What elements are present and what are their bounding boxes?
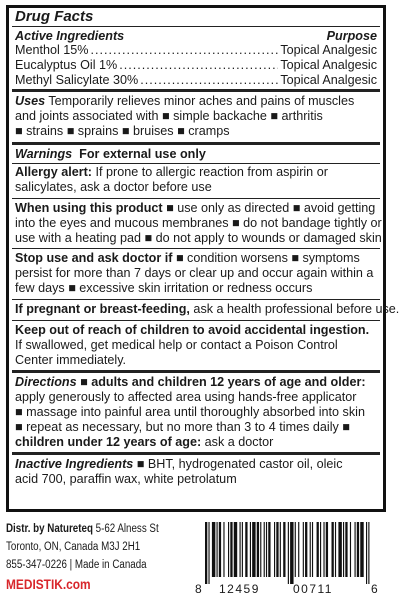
barcode-bar — [355, 522, 356, 577]
divider — [12, 452, 380, 455]
active-ingredients-heading: Active Ingredients — [15, 29, 125, 43]
directions-line-4: ■ repeat as necessary, but no more than 3 to 4 times daily ■ — [15, 420, 350, 434]
inactive-heading: Inactive Ingredients — [15, 457, 134, 471]
stop-line-2: persist for more than 7 days or clear up and occur again within a — [15, 266, 374, 280]
distributor-line: Distr. by Natureteq 5-62 Alness St — [6, 523, 159, 535]
barcode-bar — [295, 522, 296, 577]
stop-line-1: Stop use and ask doctor if ■ condition worsens ■ symptoms — [15, 251, 360, 265]
barcode-bar — [288, 522, 289, 584]
barcode-bar — [219, 522, 221, 577]
using-line-1: When using this product ■ use only as directed ■ avoid getting — [15, 201, 376, 215]
inactive-line-1: Inactive Ingredients ■ BHT, hydrogenated castor oil, oleic — [15, 457, 343, 471]
barcode-bar — [228, 522, 229, 577]
barcode-bar — [350, 522, 351, 577]
barcode-bar — [280, 522, 281, 577]
barcode-bar — [310, 522, 311, 577]
barcode-bar — [260, 522, 261, 577]
ingredient-row — [15, 43, 377, 58]
warnings-heading: Warnings — [15, 147, 73, 161]
ingredient-name: Menthol 15% — [15, 43, 89, 57]
barcode-bar — [223, 522, 224, 577]
ingredient-purpose: Topical Analgesic — [280, 43, 377, 57]
ingredient-purpose: Topical Analgesic — [280, 58, 377, 72]
barcode-bar — [245, 522, 247, 577]
directions-line-1: Directions ■ adults and children 12 years of age and older: — [15, 375, 366, 389]
uses-heading: Uses — [15, 94, 46, 108]
barcode-bar — [205, 522, 207, 584]
using-line-3: use with a heating pad ■ do not apply to wounds or damaged skin — [15, 231, 382, 245]
allergy-line-2: salicylates, ask a doctor before use — [15, 180, 212, 194]
barcode — [195, 522, 380, 596]
directions-line-5: children under 12 years of age: ask a doctor — [15, 435, 274, 449]
purpose-heading: Purpose — [326, 29, 377, 43]
barcode-bar — [326, 522, 328, 577]
divider — [12, 198, 380, 199]
ingredient-name: Eucalyptus Oil 1% — [15, 58, 118, 72]
barcode-bar — [250, 522, 251, 577]
barcode-bar — [303, 522, 304, 577]
stop-line-3: few days ■ excessive skin irritation or redness occurs — [15, 281, 313, 295]
barcode-bar — [320, 522, 321, 577]
uses-line-1: Uses Temporarily relieves minor aches and pains of muscles — [15, 94, 355, 108]
ingredient-name: Methyl Salicylate 30% — [15, 73, 139, 87]
barcode-bar — [208, 522, 209, 584]
barcode-digits-left: 12459 — [219, 582, 260, 596]
directions-line-2: apply generously to affected area using hands-free applicator — [15, 390, 357, 404]
barcode-bar — [230, 522, 232, 577]
ingredient-purpose: Topical Analgesic — [280, 73, 377, 87]
barcode-bar — [264, 522, 265, 577]
barcode-bar — [332, 522, 334, 577]
barcode-bar — [323, 522, 324, 577]
barcode-bar — [357, 522, 359, 577]
barcode-bar — [298, 522, 299, 577]
keep-out-line: Keep out of reach of children to avoid accidental ingestion. — [15, 323, 370, 337]
barcode-bar — [234, 522, 237, 577]
directions-heading: Directions — [15, 375, 77, 389]
barcode-bar — [360, 522, 363, 577]
divider — [12, 370, 380, 373]
barcode-bar — [242, 522, 243, 577]
barcode-bar — [368, 522, 369, 584]
pregnant-line: If pregnant or breast-feeding, ask a health professional before use. — [15, 302, 400, 316]
divider — [12, 89, 380, 92]
barcode-bar — [345, 522, 347, 577]
barcode-bar — [252, 522, 255, 577]
keep-line-1: If swallowed, get medical help or contact a Poison Control — [15, 338, 338, 352]
directions-line-3: ■ massage into painful area until thoroughly absorbed into skin — [15, 405, 365, 419]
barcode-bar — [338, 522, 341, 577]
barcode-bar — [217, 522, 218, 577]
ingredient-row — [15, 73, 377, 88]
divider — [12, 299, 380, 300]
external-use-note: For external use only — [79, 147, 206, 161]
barcode-bar — [290, 522, 293, 584]
barcode-bar — [305, 522, 307, 577]
barcode-bar — [276, 522, 278, 577]
divider — [12, 320, 380, 321]
active-ingredients-header — [15, 29, 377, 44]
barcode-bar — [312, 522, 313, 577]
divider — [12, 26, 380, 27]
barcode-bar — [274, 522, 275, 577]
allergy-line-1: Allergy alert: If prone to allergic reaction from aspirin or — [15, 165, 328, 179]
divider — [12, 248, 380, 249]
drug-facts-title: Drug Facts — [15, 8, 94, 25]
barcode-bar — [266, 522, 267, 577]
barcode-bar — [240, 522, 241, 577]
keep-line-2: Center immediately. — [15, 353, 127, 367]
barcode-bar — [317, 522, 319, 577]
barcode-bar — [257, 522, 259, 577]
ingredient-row — [15, 58, 377, 73]
address-line: Toronto, ON, Canada M3J 2H1 — [6, 541, 141, 553]
barcode-bar — [343, 522, 344, 577]
inactive-line-2: acid 700, paraffin wax, white petrolatum — [15, 472, 237, 486]
barcode-digits-right: 00711 — [293, 582, 333, 596]
website-link[interactable]: MEDISTIK.com — [6, 576, 91, 592]
uses-line-2: and joints associated with ■ simple backache ■ arthritis — [15, 109, 323, 123]
barcode-digit-first: 8 — [195, 582, 204, 596]
divider — [12, 163, 380, 164]
barcode-bars — [195, 522, 380, 584]
barcode-bar — [283, 522, 285, 577]
phone-line: 855-347-0226 | Made in Canada — [6, 559, 147, 571]
barcode-digit-last: 6 — [371, 582, 380, 596]
barcode-bar — [366, 522, 367, 584]
using-line-2: into the eyes and mucous membranes ■ do not bandage tightly or — [15, 216, 382, 230]
uses-line-3: ■ strains ■ sprains ■ bruises ■ cramps — [15, 124, 230, 138]
divider — [12, 142, 380, 145]
barcode-bar — [268, 522, 270, 577]
barcode-bar — [212, 522, 215, 577]
barcode-bar — [335, 522, 336, 577]
warnings-header — [15, 147, 377, 162]
drug-facts-panel — [6, 5, 400, 512]
